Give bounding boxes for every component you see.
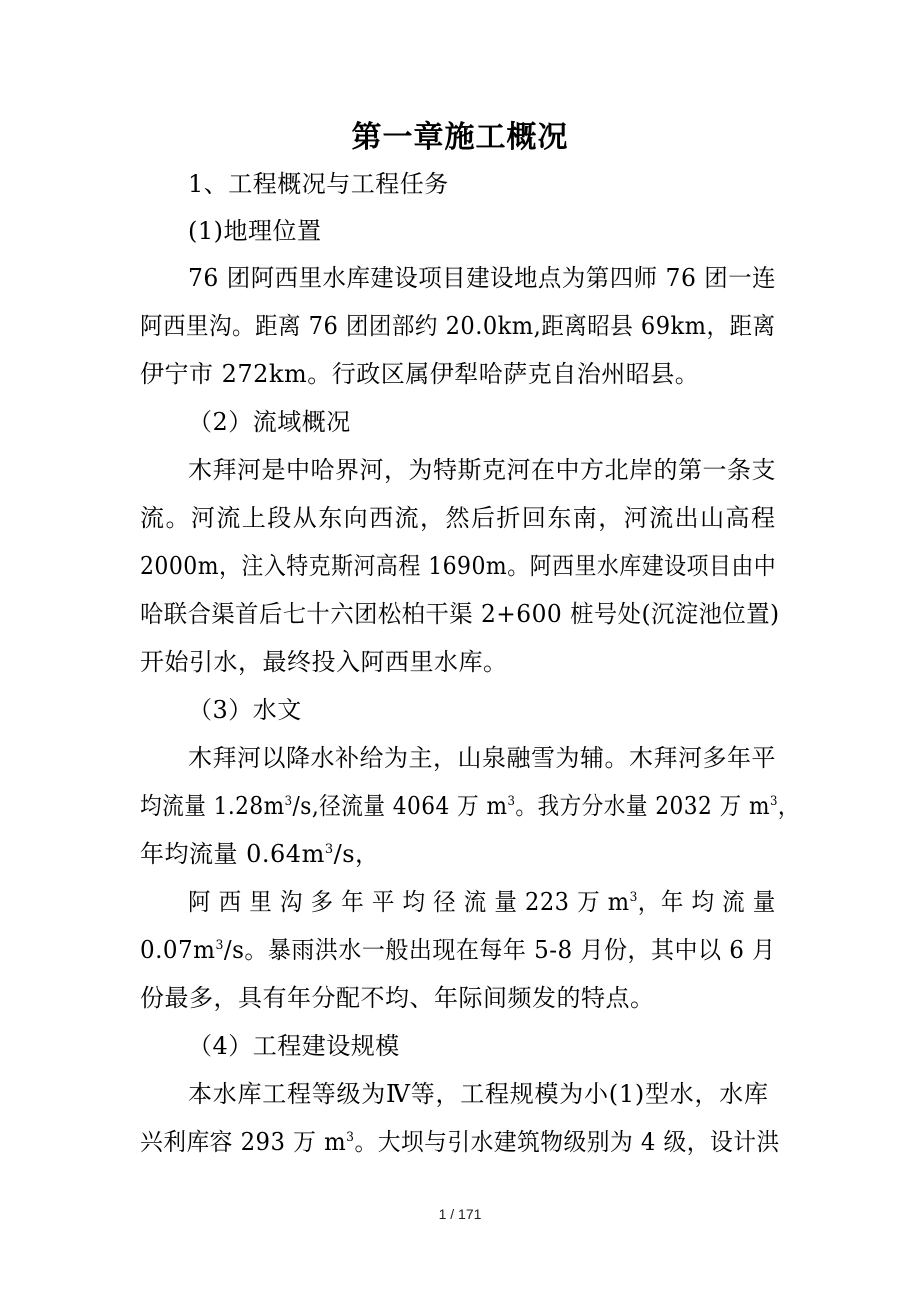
text-segment: 年均流量 0.64m xyxy=(140,840,325,868)
superscript: 3 xyxy=(324,842,334,857)
text-segment: ，年 均 流 量 xyxy=(637,888,776,916)
superscript: 3 xyxy=(629,890,638,905)
text-segment: /s,径流量 4064 万 m xyxy=(292,792,508,820)
text-segment: 均流量 1.28m xyxy=(140,792,285,820)
text-segment: 0.07m xyxy=(140,936,216,964)
text-segment: 兴利库容 293 万 m xyxy=(140,1128,347,1156)
chapter-title: 第一章施工概况 xyxy=(351,120,569,155)
text-segment: /s， xyxy=(333,840,380,868)
text-line: （4）工程建设规模 xyxy=(188,1032,400,1060)
superscript: 3 xyxy=(284,794,293,809)
text-segment: ， xyxy=(777,792,800,820)
text-line: 份最多，具有年分配不均、年际间频发的特点。 xyxy=(140,984,655,1012)
text-line xyxy=(140,1126,780,1158)
text-line: 76 团阿西里水库建设项目建设地点为第四师 76 团一连 xyxy=(188,264,777,292)
superscript: 3 xyxy=(346,1130,355,1145)
text-line: 阿西里沟。距离 76 团团部约 20.0km,距离昭县 69km，距离 xyxy=(140,312,776,340)
text-segment: 阿 西 里 沟 多 年 平 均 径 流 量 223 万 m xyxy=(188,888,630,916)
text-line: 木拜河是中哈界河，为特斯克河在中方北岸的第一条支 xyxy=(188,456,776,484)
text-line: 木拜河以降水补给为主，山泉融雪为辅。木拜河多年平 xyxy=(188,744,776,772)
text-line: (1)地理位置 xyxy=(188,217,322,245)
text-line: 伊宁市 272km。行政区属伊犁哈萨克自治州昭县。 xyxy=(140,360,700,388)
text-line xyxy=(188,886,776,918)
text-line xyxy=(140,838,380,870)
text-segment: /s。暴雨洪水一般出现在每年 5-8 月份，其中以 6 月 xyxy=(223,936,776,964)
text-line: （3）水文 xyxy=(188,696,302,724)
superscript: 3 xyxy=(507,794,516,809)
text-line: 2000m，注入特克斯河高程 1690m。阿西里水库建设项目由中 xyxy=(140,552,777,580)
text-segment: 。大坝与引水建筑物级别为 4 级，设计洪 xyxy=(354,1128,780,1156)
superscript: 3 xyxy=(769,794,778,809)
page-number: 1 / 171 xyxy=(438,1206,482,1222)
text-line: 本水库工程等级为Ⅳ等，工程规模为小(1)型水，水库 xyxy=(188,1080,769,1108)
text-line: 流。河流上段从东向西流，然后折回东南，河流出山高程 xyxy=(140,504,777,532)
text-line xyxy=(140,934,776,966)
text-line: 1、工程概况与工程任务 xyxy=(188,170,449,198)
text-line: 开始引水，最终投入阿西里水库。 xyxy=(140,648,508,676)
text-line xyxy=(140,790,800,822)
text-segment: 。我方分水量 2032 万 m xyxy=(515,792,770,820)
text-line: 哈联合渠首后七十六团松柏干渠 2+600 桩号处(沉淀池位置) xyxy=(140,600,780,628)
text-line: （2）流域概况 xyxy=(188,408,351,436)
superscript: 3 xyxy=(215,938,224,953)
